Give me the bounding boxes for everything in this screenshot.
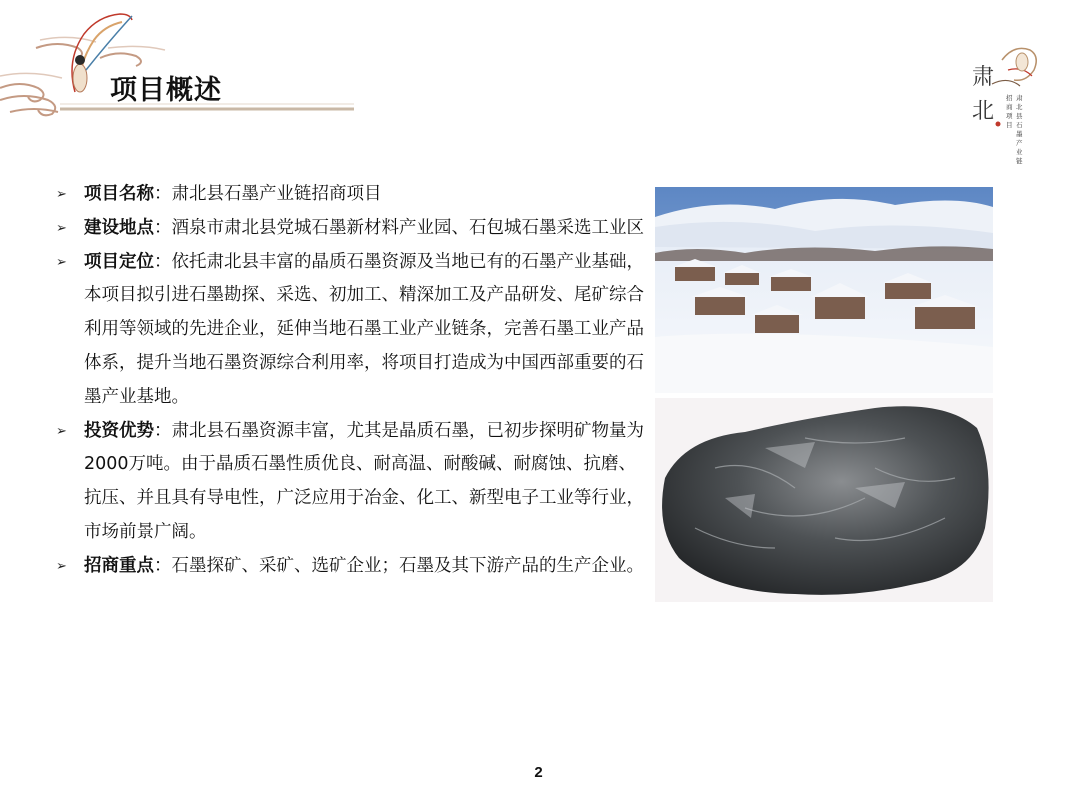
svg-text:肃: 肃 <box>972 65 995 90</box>
bullet-label: 投资优势 <box>84 420 154 441</box>
svg-text:业: 业 <box>1016 148 1023 156</box>
bullet-investment-advantage <box>54 415 644 550</box>
bullet-label: 项目定位 <box>84 251 154 272</box>
snow-village-photo <box>655 187 993 393</box>
bullet-text: ：依托肃北县丰富的晶质石墨资源及当地已有的石墨产业基础，本项目拟引进石墨勘探、采选、初加工、精深加工及产品研发、尾矿综合利用等领域的先进企业，延伸当地石墨工业产业链条，完善石墨工业产品体系，提升当地石墨资源综合利用率，将项目打造成为中国西部重要的石墨产业基地。 <box>84 251 644 407</box>
bullet-location <box>54 212 644 246</box>
bullet-label: 招商重点 <box>84 555 154 576</box>
arrow-bullet-icon: ➢ <box>56 558 67 574</box>
svg-text:链: 链 <box>1016 157 1023 164</box>
page-title: 项目概述 <box>110 75 222 106</box>
bullet-label: 建设地点 <box>84 217 154 238</box>
svg-text:项: 项 <box>1006 112 1013 120</box>
svg-text:目: 目 <box>1006 121 1013 129</box>
bullet-text: ：肃北县石墨资源丰富，尤其是晶质石墨，已初步探明矿物量为2000万吨。由于晶质石墨性质优良、耐高温、耐酸碱、耐腐蚀、抗磨、抗压、并且具有导电性，广泛应用于冶金、化工、新型电子工业等行业，市场前景广阔。 <box>84 420 644 542</box>
bullet-text: ：酒泉市肃北县党城石墨新材料产业园、石包城石墨采选工业区 <box>154 217 644 238</box>
svg-text:石: 石 <box>1016 121 1023 129</box>
arrow-bullet-icon: ➢ <box>56 220 67 236</box>
svg-text:县: 县 <box>1016 112 1023 120</box>
page-number: 2 <box>534 764 543 781</box>
bullet-investment-focus <box>54 550 644 584</box>
svg-text:北: 北 <box>972 99 995 124</box>
bullet-list <box>54 178 644 584</box>
svg-text:商: 商 <box>1006 103 1013 111</box>
suba-logo <box>962 40 1044 164</box>
bullet-label: 项目名称 <box>84 184 154 204</box>
svg-text:墨: 墨 <box>1016 130 1023 138</box>
bullet-project-name <box>54 178 644 212</box>
svg-text:产: 产 <box>1016 139 1023 147</box>
header-ornament <box>0 0 360 130</box>
graphite-ore-photo <box>655 398 993 602</box>
svg-text:肃: 肃 <box>1016 94 1023 102</box>
bullet-text: ：肃北县石墨产业链招商项目 <box>154 184 382 204</box>
bullet-positioning <box>54 246 644 415</box>
bullet-text: ：石墨探矿、采矿、选矿企业；石墨及其下游产品的生产企业。 <box>154 555 644 576</box>
svg-text:招: 招 <box>1006 94 1013 102</box>
svg-text:北: 北 <box>1016 103 1023 111</box>
arrow-bullet-icon: ➢ <box>56 423 67 439</box>
arrow-bullet-icon: ➢ <box>56 187 67 202</box>
arrow-bullet-icon: ➢ <box>56 254 67 270</box>
